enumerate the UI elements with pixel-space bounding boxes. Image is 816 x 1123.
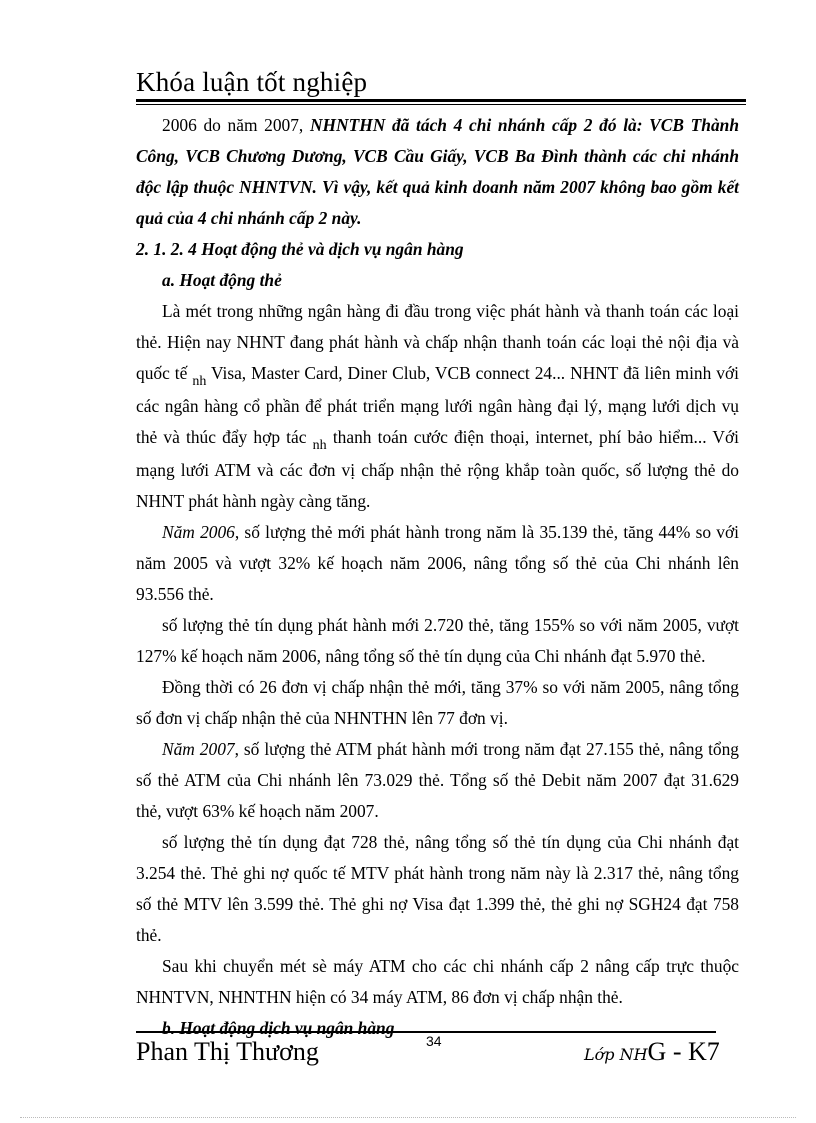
paragraph-1-emphasis: NHNTHN đã tách 4 chi nhánh cấp 2 đó là: VCB Thành Công, VCB Chương Dương, VCB Cầu Giấy, VCB Ba Đình thành các chi nhánh độc lập thuộc NHNTVN. Vì vậy, kết quả kinh doanh năm 2007 không bao gồm kết quả của 4 chi nhánh cấp 2 này. [136, 115, 739, 228]
subheading-banking-services: b. Hoạt động dịch vụ ngân hàng [162, 1018, 395, 1038]
header-rule [136, 99, 746, 102]
paragraph-6 [136, 734, 739, 827]
paragraph-6-text: , số lượng thẻ ATM phát hành mới trong năm đạt 27.155 thẻ, nâng tổng số thẻ ATM của Chi nhánh lên 73.029 thẻ. Tổng số thẻ Debit năm 2007 đạt 31.629 thẻ, vượt 63% kế hoạch năm 2007. [136, 739, 739, 821]
class-suffix: G - K7 [647, 1037, 720, 1066]
paragraph-1 [136, 110, 739, 234]
paragraph-1-lead: 2006 do năm 2007, [162, 115, 310, 135]
paragraph-2-part-1: Là mét trong những ngân hàng đi đầu trong việc phát hành và thanh toán các loại thẻ. Hiện nay NHNT đang phát hành và chấp nhận thanh toán các loại thẻ nội địa và quốc tế [136, 301, 739, 383]
paragraph-2-subscript-1: nh [192, 374, 207, 389]
year-2007-label: Năm 2007 [162, 739, 235, 759]
paragraph-2-subscript-2: nh [312, 438, 327, 453]
paragraph-2 [136, 296, 739, 517]
paragraph-2-part-3: thanh toán cước điện thoại, internet, phí bảo hiểm... Với mạng lưới ATM và các đơn vị chấp nhận thẻ rộng khắp toàn quốc, số lượng thẻ do NHNT phát hành ngày càng tăng. [136, 427, 739, 511]
header-rule-thin [136, 104, 746, 105]
class-prefix: Lớp NH [584, 1045, 648, 1064]
paragraph-3-text: , số lượng thẻ mới phát hành trong năm là 35.139 thẻ, tăng 44% so với năm 2005 và vượt 32% kế hoạch năm 2006, nâng tổng số thẻ của Chi nhánh lên 93.556 thẻ. [136, 522, 739, 604]
paragraph-8: Sau khi chuyển mét sè máy ATM cho các chi nhánh cấp 2 nâng cấp trực thuộc NHNTVN, NHNTHN hiện có 34 máy ATM, 86 đơn vị chấp nhận thẻ. [136, 956, 739, 1007]
subheading-card-activity: a. Hoạt động thẻ [162, 270, 282, 290]
paragraph-4: số lượng thẻ tín dụng phát hành mới 2.720 thẻ, tăng 155% so với năm 2005, vượt 127% kế hoạch năm 2006, nâng tổng số thẻ tín dụng của Chi nhánh đạt 5.970 thẻ. [136, 615, 739, 666]
year-2006-label: Năm 2006 [162, 522, 235, 542]
paragraph-5: Đồng thời có 26 đơn vị chấp nhận thẻ mới, tăng 37% so với năm 2005, nâng tổng số đơn vị chấp nhận thẻ của NHNTHN lên 77 đơn vị. [136, 677, 739, 728]
footer-author: Phan Thị Thương [136, 1037, 319, 1066]
footer-class-label [584, 1035, 720, 1072]
section-heading: 2. 1. 2. 4 Hoạt động thẻ và dịch vụ ngân hàng [136, 239, 464, 259]
paragraph-2-part-2: Visa, Master Card, Diner Club, VCB connect 24... NHNT đã liên minh với các ngân hàng cổ phần để phát triển mạng lưới ngân hàng đại lý, mạng lưới dịch vụ thẻ và thúc đẩy hợp tác [136, 363, 739, 447]
page-header-title: Khóa luận tốt nghiệp [136, 67, 368, 97]
page-number: 34 [426, 1033, 442, 1049]
paragraph-7: số lượng thẻ tín dụng đạt 728 thẻ, nâng tổng số thẻ tín dụng của Chi nhánh đạt 3.254 thẻ. Thẻ ghi nợ quốc tế MTV phát hành trong năm này là 2.317 thẻ, nâng tổng số thẻ MTV lên 3.599 thẻ. Thẻ ghi nợ Visa đạt 1.399 thẻ, thẻ ghi nợ SGH24 đạt 758 thẻ. [136, 832, 739, 945]
document-body [136, 110, 739, 1044]
paragraph-3 [136, 517, 739, 610]
page-bottom-border [20, 1117, 796, 1118]
